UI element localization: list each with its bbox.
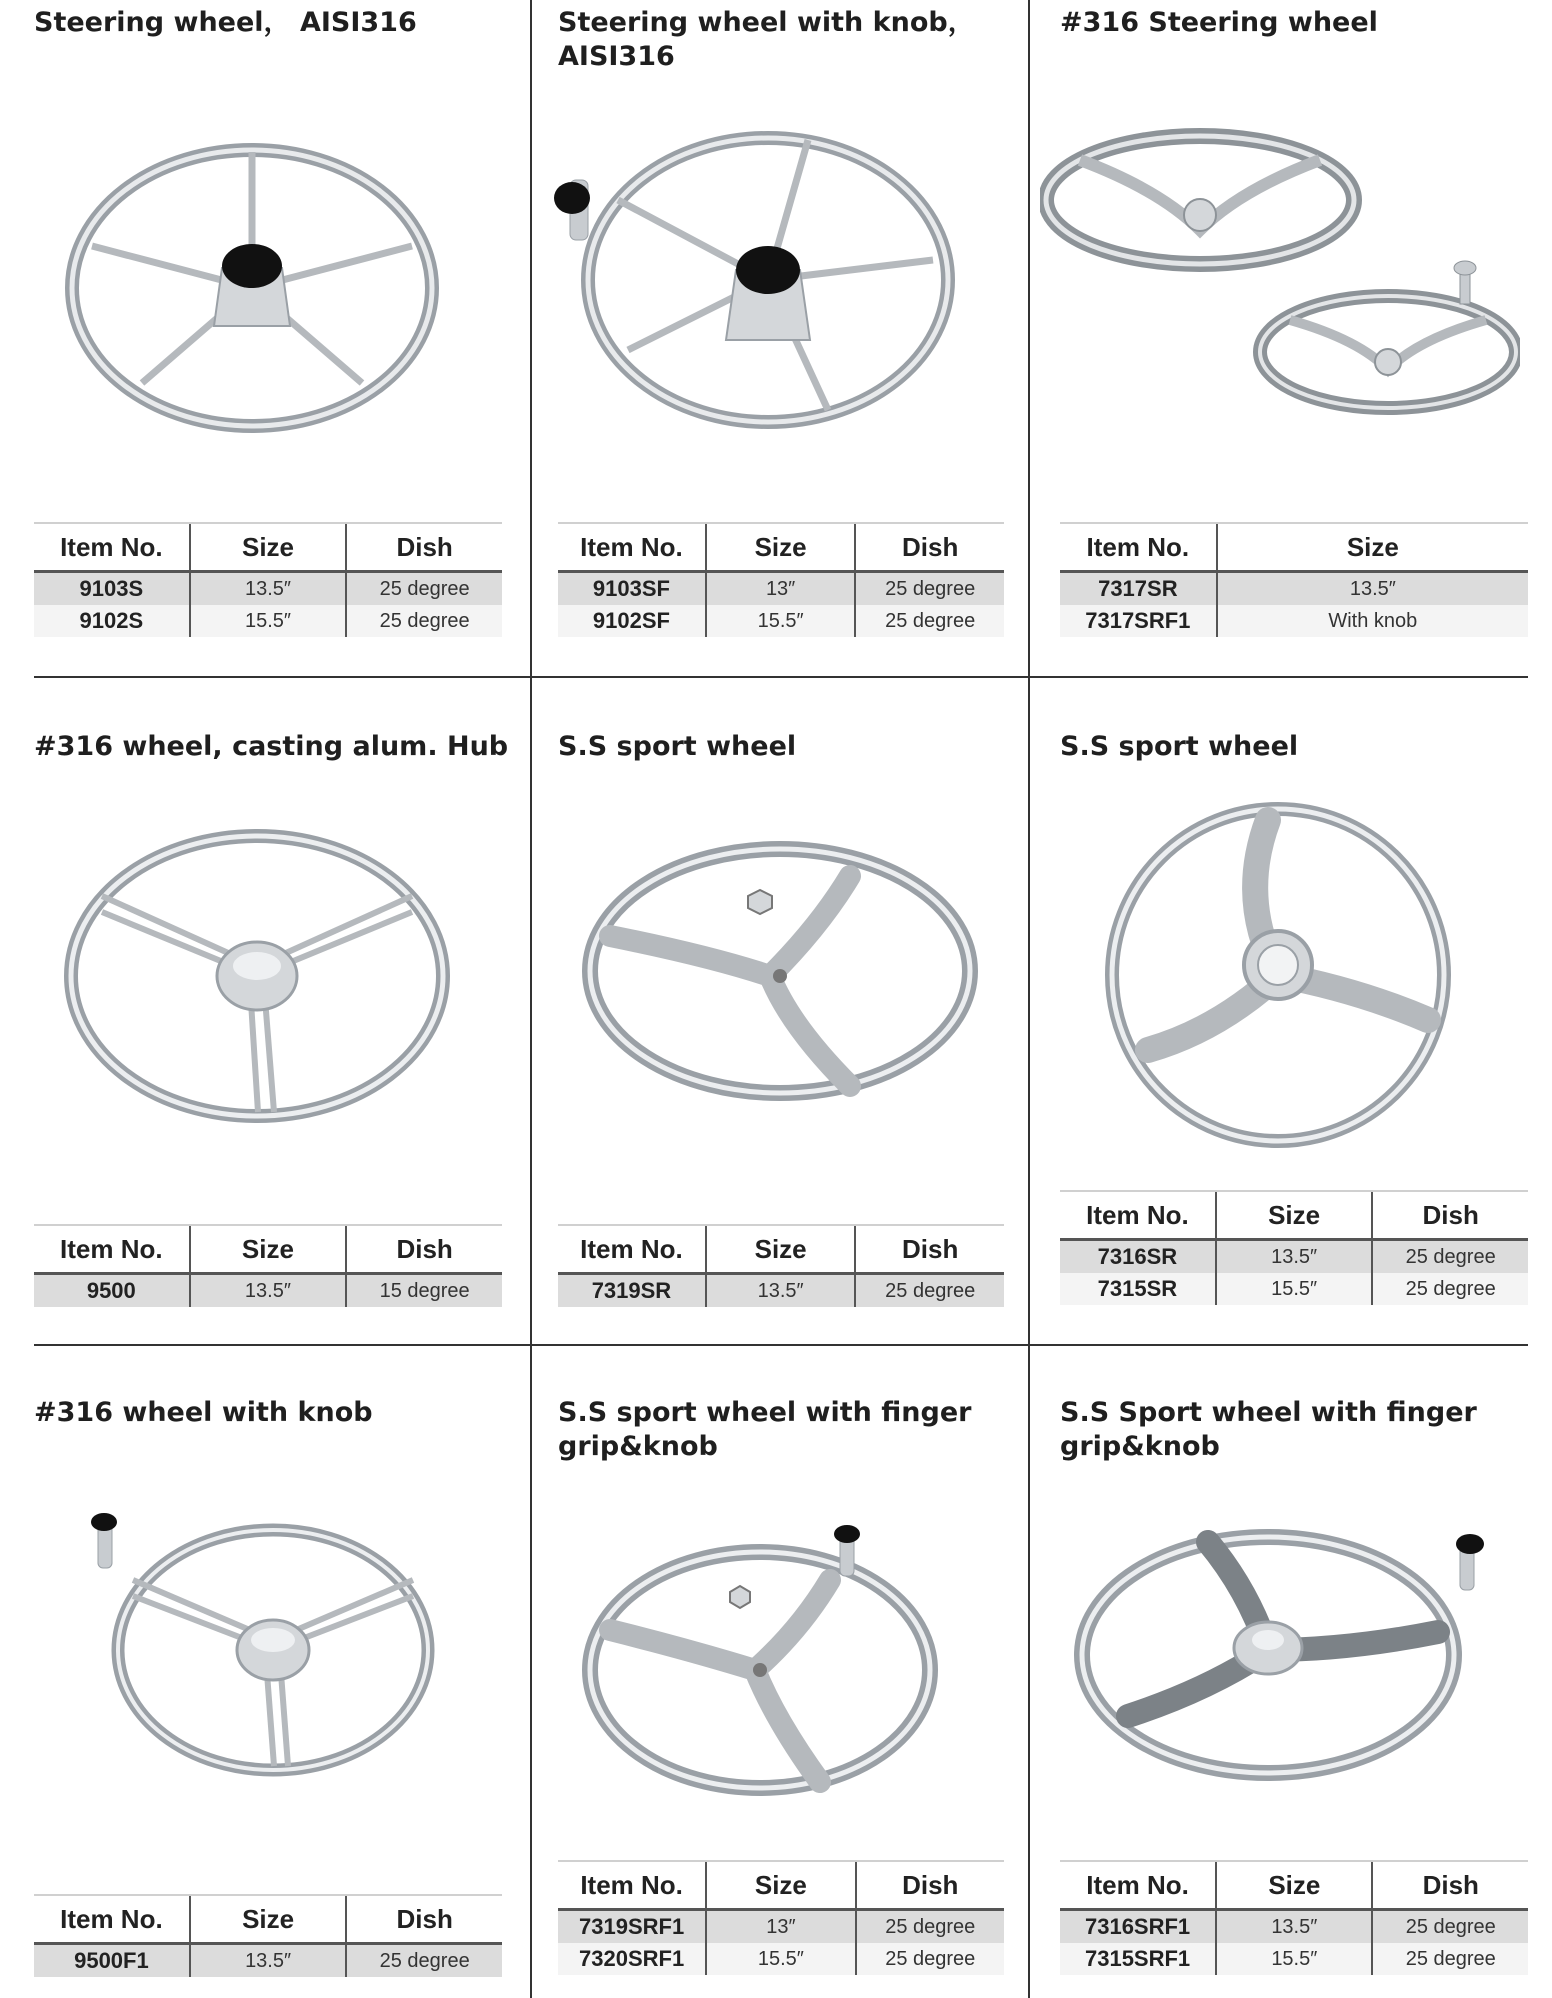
- product-title: #316 wheel with knob: [34, 1397, 373, 1428]
- item-number: 7316SRF1: [1060, 1910, 1216, 1944]
- column-header: Dish: [346, 1895, 502, 1944]
- table-row: [1060, 1943, 1528, 1975]
- table-row: [34, 1274, 502, 1308]
- table-row: [1060, 1273, 1528, 1305]
- size-value: 15.5″: [706, 605, 855, 637]
- steering-wheel-image: [62, 826, 452, 1126]
- product-title: #316 wheel, casting alum. Hub: [34, 731, 509, 762]
- table-row: [1060, 605, 1528, 637]
- size-value: 13.5″: [190, 1944, 347, 1978]
- item-number: 7319SRF1: [558, 1910, 706, 1944]
- column-header: Item No.: [1060, 1861, 1216, 1910]
- product-title: S.S sport wheel: [1060, 731, 1299, 762]
- dish-value: 15 degree: [346, 1274, 502, 1308]
- product-title: S.S sport wheel: [558, 731, 797, 762]
- steering-wheel-image: [548, 120, 968, 440]
- size-value: 13.5″: [190, 1274, 347, 1308]
- size-value: 15.5″: [1216, 1273, 1372, 1305]
- column-header: Dish: [346, 523, 502, 572]
- column-header: Item No.: [1060, 523, 1217, 572]
- item-number: 9500F1: [34, 1944, 190, 1978]
- table-row: [558, 1943, 1004, 1975]
- item-number: 7315SR: [1060, 1273, 1216, 1305]
- table-row: [558, 1910, 1004, 1944]
- size-value: 13.5″: [706, 1274, 855, 1308]
- spec-table: [1060, 522, 1528, 637]
- column-header: Item No.: [558, 523, 706, 572]
- dish-value: 25 degree: [1372, 1943, 1528, 1975]
- column-header: Size: [1216, 1191, 1372, 1240]
- item-number: 9102SF: [558, 605, 706, 637]
- column-divider-2: [1028, 0, 1030, 1998]
- column-header: Item No.: [558, 1861, 706, 1910]
- column-header: Item No.: [34, 523, 190, 572]
- column-header: Dish: [855, 1225, 1004, 1274]
- table-row: [34, 605, 502, 637]
- dish-value: 25 degree: [1372, 1240, 1528, 1274]
- column-header: Size: [190, 1225, 347, 1274]
- table-row: [34, 1944, 502, 1978]
- steering-wheel-image: [580, 836, 980, 1106]
- dish-value: 25 degree: [346, 1944, 502, 1978]
- size-value: 15.5″: [706, 1943, 855, 1975]
- steering-wheel-image: [62, 138, 442, 438]
- steering-wheel-image: [88, 1500, 438, 1780]
- size-value: 15.5″: [190, 605, 347, 637]
- product-title: Steering wheel with knob， AISI316: [558, 7, 975, 72]
- column-header: Dish: [1372, 1861, 1528, 1910]
- spec-table: [558, 522, 1004, 637]
- table-row: [558, 1274, 1004, 1308]
- column-header: Item No.: [34, 1895, 190, 1944]
- dish-value: 25 degree: [856, 1910, 1004, 1944]
- table-row: [558, 572, 1004, 606]
- item-number: 9103S: [34, 572, 190, 606]
- spec-table: [34, 1224, 502, 1307]
- size-value: 13.5″: [190, 572, 347, 606]
- item-number: 9500: [34, 1274, 190, 1308]
- table-row: [558, 605, 1004, 637]
- dish-value: 25 degree: [855, 605, 1004, 637]
- row-divider-2: [34, 1344, 1528, 1346]
- size-value: 15.5″: [1216, 1943, 1372, 1975]
- table-row: [34, 572, 502, 606]
- column-header: Size: [706, 1861, 855, 1910]
- spec-table: [1060, 1860, 1528, 1975]
- column-header: Item No.: [34, 1225, 190, 1274]
- column-header: Dish: [855, 523, 1004, 572]
- column-header: Size: [706, 523, 855, 572]
- item-number: 7317SR: [1060, 572, 1217, 606]
- item-number: 7320SRF1: [558, 1943, 706, 1975]
- column-header: Size: [1216, 1861, 1372, 1910]
- steering-wheel-image: [1068, 1520, 1508, 1790]
- product-title: #316 Steering wheel: [1060, 7, 1378, 38]
- column-header: Dish: [346, 1225, 502, 1274]
- product-title: S.S sport wheel with finger grip&knob: [558, 1397, 972, 1462]
- dish-value: 25 degree: [346, 605, 502, 637]
- column-header: Size: [190, 523, 347, 572]
- item-number: 7319SR: [558, 1274, 706, 1308]
- product-title: Steering wheel， AISI316: [34, 7, 417, 38]
- column-header: Dish: [1372, 1191, 1528, 1240]
- spec-table: [558, 1224, 1004, 1307]
- size-value: 13.5″: [1217, 572, 1528, 606]
- spec-table: [34, 1894, 502, 1977]
- table-row: [1060, 572, 1528, 606]
- column-header: Size: [1217, 523, 1528, 572]
- column-header: Dish: [856, 1861, 1004, 1910]
- steering-wheel-image: [1040, 120, 1520, 440]
- spec-table: [34, 522, 502, 637]
- item-number: 9103SF: [558, 572, 706, 606]
- item-number: 7317SRF1: [1060, 605, 1217, 637]
- dish-value: 25 degree: [1372, 1910, 1528, 1944]
- dish-value: 25 degree: [855, 1274, 1004, 1308]
- dish-value: 25 degree: [346, 572, 502, 606]
- size-value: 13.5″: [1216, 1240, 1372, 1274]
- item-number: 9102S: [34, 605, 190, 637]
- row-divider-1: [34, 676, 1528, 678]
- spec-table: [1060, 1190, 1528, 1305]
- size-value: With knob: [1217, 605, 1528, 637]
- size-value: 13″: [706, 572, 855, 606]
- column-header: Size: [190, 1895, 347, 1944]
- steering-wheel-image: [1098, 800, 1458, 1150]
- steering-wheel-image: [580, 1520, 960, 1800]
- column-header: Size: [706, 1225, 855, 1274]
- size-value: 13.5″: [1216, 1910, 1372, 1944]
- table-row: [1060, 1240, 1528, 1274]
- size-value: 13″: [706, 1910, 855, 1944]
- spec-table: [558, 1860, 1004, 1975]
- dish-value: 25 degree: [1372, 1273, 1528, 1305]
- column-header: Item No.: [558, 1225, 706, 1274]
- product-title: S.S Sport wheel with finger grip&knob: [1060, 1397, 1477, 1462]
- dish-value: 25 degree: [856, 1943, 1004, 1975]
- column-header: Item No.: [1060, 1191, 1216, 1240]
- table-row: [1060, 1910, 1528, 1944]
- item-number: 7315SRF1: [1060, 1943, 1216, 1975]
- dish-value: 25 degree: [855, 572, 1004, 606]
- column-divider-1: [530, 0, 532, 1998]
- item-number: 7316SR: [1060, 1240, 1216, 1274]
